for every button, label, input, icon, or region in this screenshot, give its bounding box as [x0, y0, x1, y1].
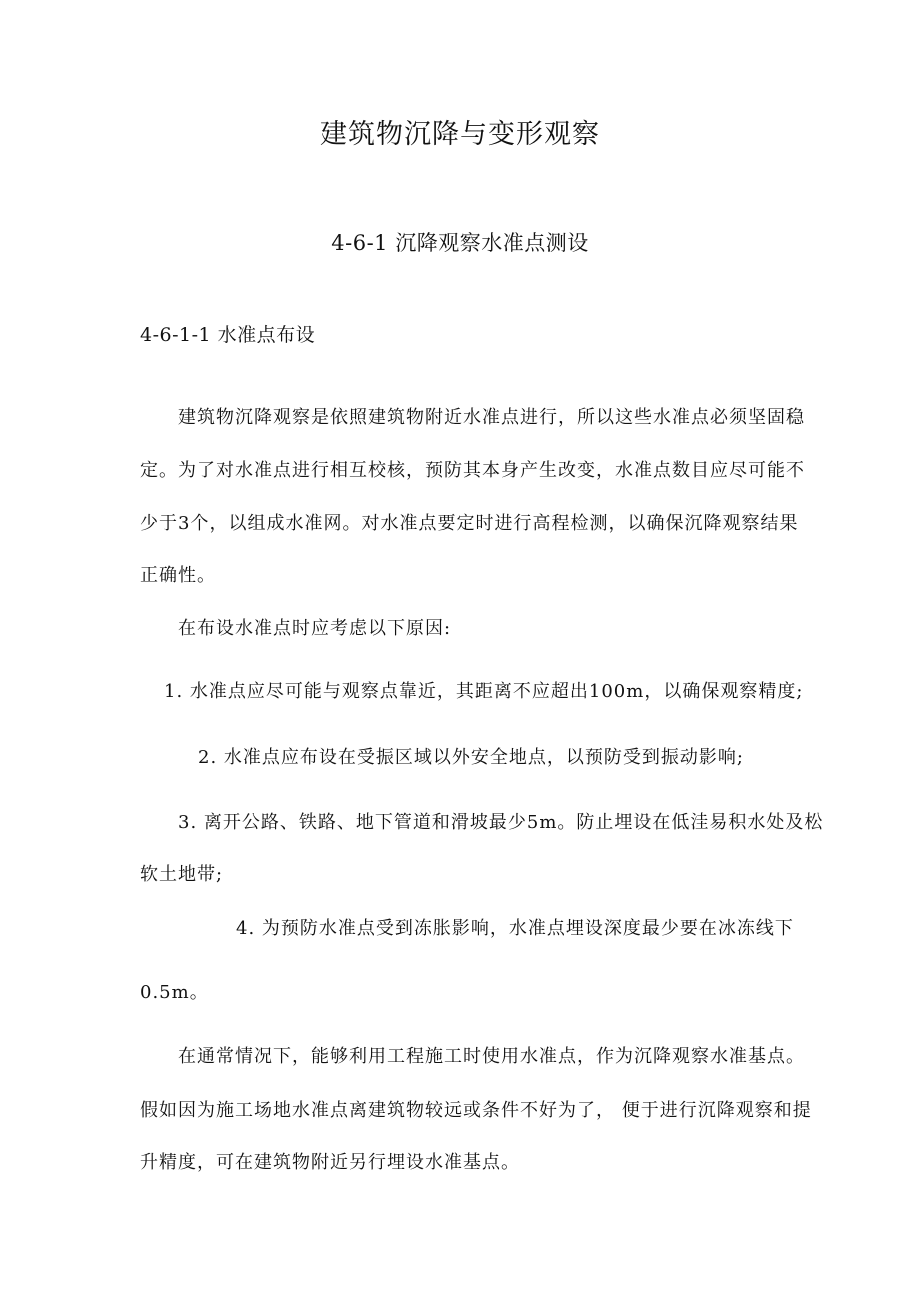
subsection-heading: 4-6-1-1 水准点布设	[140, 324, 316, 346]
paragraph-line: 在通常情况下，能够利用工程施工时使用水准点，作为沉降观察水准基点。	[178, 1046, 805, 1067]
list-item-text: 3. 离开公路、铁路、地下管道和滑坡最少5m。防止埋设在低洼易积水处及松	[178, 812, 824, 833]
list-item-text: 1. 水准点应尽可能与观察点靠近，其距离不应超出100m，以确保观察精度;	[164, 681, 804, 702]
section-heading: 4-6-1 沉降观察水准点测设	[331, 231, 589, 255]
list-item-text: 0.5m。	[140, 982, 209, 1003]
paragraph-line: 正确性。	[140, 565, 216, 586]
paragraph-line: 建筑物沉降观察是依照建筑物附近水准点进行，所以这些水准点必须坚固稳	[178, 407, 805, 428]
document-title: 建筑物沉降与变形观察	[320, 119, 600, 150]
paragraph-line: 少于3个，以组成水准网。对水准点要定时进行高程检测，以确保沉降观察结果	[140, 513, 799, 534]
paragraph-line: 升精度，可在建筑物附近另行埋设水准基点。	[140, 1152, 520, 1173]
list-item-text: 4. 为预防水准点受到冻胀影响，水准点埋设深度最少要在冰冻线下	[236, 918, 794, 939]
list-item-text: 2. 水准点应布设在受振区域以外安全地点，以预防受到振动影响;	[198, 747, 744, 768]
list-item-text: 软土地带;	[140, 864, 224, 885]
paragraph-line: 假如因为施工场地水准点离建筑物较远或条件不好为了， 便于进行沉降观察和提	[140, 1100, 812, 1121]
paragraph-line: 定。为了对水准点进行相互校核，预防其本身产生改变，水准点数目应尽可能不	[140, 460, 805, 481]
paragraph-line: 在布设水准点时应考虑以下原因:	[178, 618, 452, 639]
